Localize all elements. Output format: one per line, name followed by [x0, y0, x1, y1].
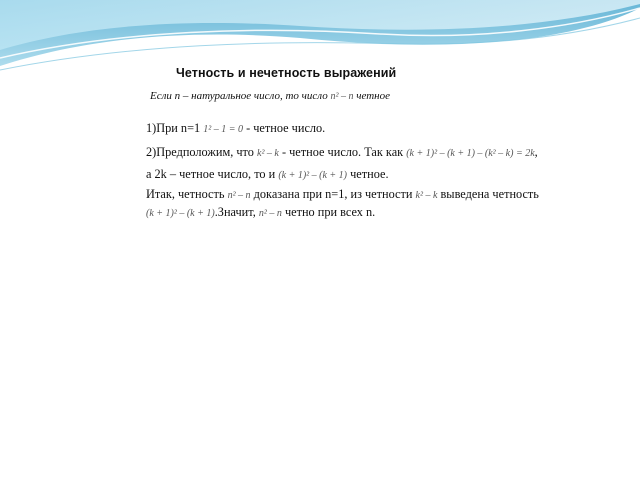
page-title: Четность и нечетность выражений — [176, 66, 397, 80]
text: .Значит, — [214, 205, 256, 219]
formula: n² – n — [258, 208, 282, 219]
text: четное. — [350, 167, 389, 181]
text: Итак, четность — [146, 187, 225, 201]
text: 1)При n=1 — [146, 121, 201, 135]
proof-line-2 — [146, 145, 538, 160]
proof-line-5 — [146, 205, 375, 220]
text: а 2k – четное число, то и — [146, 167, 276, 181]
text: , — [534, 145, 538, 159]
subtitle — [150, 90, 390, 102]
proof-line-3 — [146, 167, 389, 182]
proof-line-1 — [146, 121, 325, 136]
formula: (k + 1)² – (k + 1) — [278, 170, 348, 181]
formula: n² – n — [330, 91, 354, 102]
text: - четное число. Так как — [281, 145, 404, 159]
text: - четное число. — [246, 121, 326, 135]
formula: (k + 1)² – (k + 1) – (k² – k) = 2k — [406, 148, 535, 159]
formula: n² – n — [227, 190, 251, 201]
subtitle-end: четное — [356, 90, 390, 102]
subtitle-text: Если n – натуральное число, то число — [150, 90, 328, 102]
text: 2)Предположим, что — [146, 145, 254, 159]
text: четно при всех n. — [284, 205, 376, 219]
formula: k² – k — [257, 148, 279, 159]
formula: k² – k — [415, 190, 438, 201]
text: выведена четность — [440, 187, 539, 201]
text: доказана при n=1, из четности — [253, 187, 413, 201]
formula: 1² – 1 = 0 — [203, 124, 243, 135]
formula: (k + 1)² – (k + 1) — [146, 208, 215, 219]
proof-line-4 — [146, 187, 539, 202]
